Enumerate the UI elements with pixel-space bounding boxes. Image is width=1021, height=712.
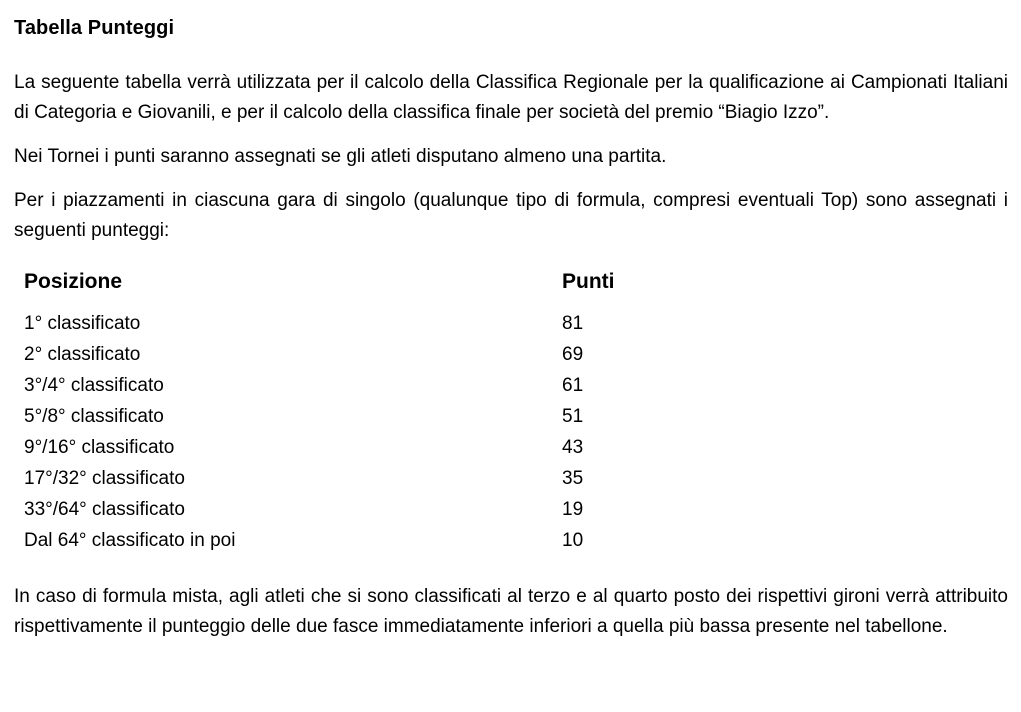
intro-paragraph: La seguente tabella verrà utilizzata per il calcolo della Classifica Regionale per la qualificazione ai Campionati Italiani di Categoria e Giovanili, e per il calcolo della classifica finale per società del premio “Biagio Izzo”.	[14, 72, 1008, 123]
row-points: 19	[562, 498, 584, 520]
row-position: Dal 64° classificato in poi	[24, 529, 236, 551]
row-position: 17°/32° classificato	[24, 467, 185, 489]
row-points: 51	[562, 405, 584, 427]
row-position: 9°/16° classificato	[24, 436, 175, 458]
table-row	[24, 308, 682, 339]
row-position: 3°/4° classificato	[24, 374, 164, 396]
row-position: 1° classificato	[24, 312, 141, 334]
table-row	[24, 463, 682, 494]
table-row	[24, 525, 682, 556]
row-position: 33°/64° classificato	[24, 498, 185, 520]
header-points: Punti	[562, 270, 615, 293]
document-page	[14, 14, 1008, 642]
document-title: Tabella Punteggi	[14, 17, 175, 39]
table-row	[24, 339, 682, 370]
scores-table	[24, 270, 682, 556]
formula-mista-paragraph: In caso di formula mista, agli atleti che si sono classificati al terzo e al quarto posto dei rispettivi gironi verrà attribuito rispettivamente il punteggio delle due fasce immediatamente inferiori a quella più bassa presente nel tabellone.	[14, 586, 1008, 637]
row-points: 81	[562, 312, 584, 334]
piazzamenti-paragraph: Per i piazzamenti in ciascuna gara di singolo (qualunque tipo di formula, compresi eventuali Top) sono assegnati i seguenti punteggi:	[14, 190, 1008, 241]
row-position: 2° classificato	[24, 343, 141, 365]
row-points: 10	[562, 529, 584, 551]
table-header-row	[24, 270, 682, 308]
row-points: 35	[562, 467, 584, 489]
header-position: Posizione	[24, 270, 123, 293]
tornei-paragraph: Nei Tornei i punti saranno assegnati se gli atleti disputano almeno una partita.	[14, 146, 667, 167]
row-points: 69	[562, 343, 584, 365]
table-row	[24, 370, 682, 401]
row-points: 61	[562, 374, 584, 396]
row-position: 5°/8° classificato	[24, 405, 164, 427]
table-row	[24, 401, 682, 432]
row-points: 43	[562, 436, 584, 458]
table-row	[24, 432, 682, 463]
table-row	[24, 494, 682, 525]
